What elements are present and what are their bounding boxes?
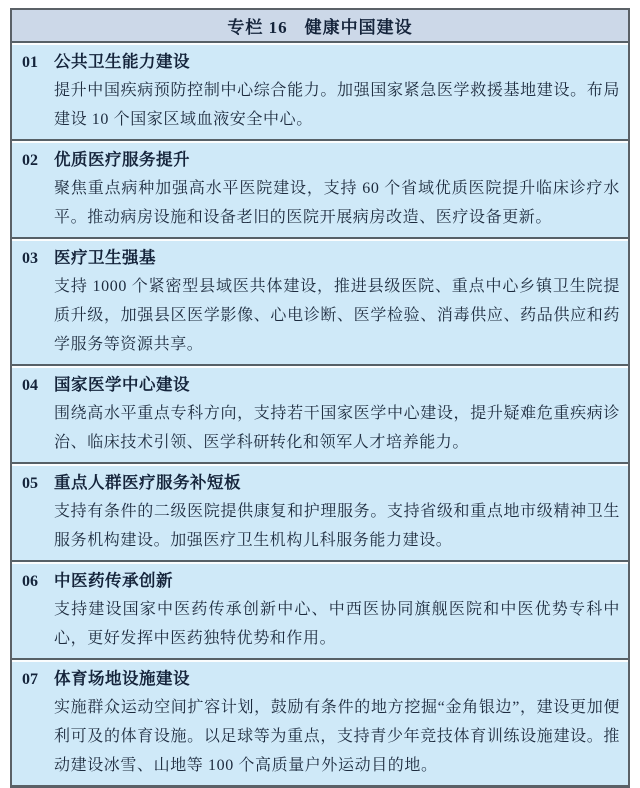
section-row — [12, 364, 628, 462]
section-row — [12, 658, 628, 785]
section-number: 03 — [22, 250, 38, 267]
section-number: 01 — [22, 54, 38, 71]
section-row — [12, 237, 628, 364]
section-body: 支持 1000 个紧密型县域医共体建设，推进县级医院、重点中心乡镇卫生院提质升级，加强县区医学影像、心电诊断、医学检验、消毒供应、药品供应和药学服务等资源共享。 — [54, 278, 620, 353]
panel-title-main: 健康中国建设 — [304, 18, 413, 37]
section-body: 支持建设国家中医药传承创新中心、中西医协同旗舰医院和中医优势专科中心，更好发挥中医药独特优势和作用。 — [54, 601, 620, 647]
panel-title-prefix: 专栏 16 — [227, 18, 288, 37]
section-row — [12, 462, 628, 560]
section-row — [12, 560, 628, 658]
policy-box-panel — [10, 8, 630, 788]
section-heading: 中医药传承创新 — [54, 571, 173, 590]
section-body: 实施群众运动空间扩容计划，鼓励有条件的地方挖掘“金角银边”，建设更加便利可及的体育设施。以足球等为重点，支持青少年竞技体育训练设施建设。推动建设冰雪、山地等 100 个高质量户外运动目的地。 — [54, 699, 620, 774]
section-heading: 重点人群医疗服务补短板 — [54, 473, 241, 492]
section-heading: 公共卫生能力建设 — [54, 52, 190, 71]
section-body: 提升中国疾病预防控制中心综合能力。加强国家紧急医学救援基地建设。布局建设 10 个国家区域血液安全中心。 — [54, 82, 620, 128]
section-number: 06 — [22, 573, 38, 590]
section-body: 聚焦重点病种加强高水平医院建设，支持 60 个省域优质医院提升临床诊疗水平。推动病房设施和设备老旧的医院开展病房改造、医疗设备更新。 — [54, 180, 620, 226]
panel-header — [12, 10, 628, 41]
section-body: 围绕高水平重点专科方向，支持若干国家医学中心建设，提升疑难危重疾病诊治、临床技术引领、医学科研转化和领军人才培养能力。 — [54, 405, 620, 451]
section-body: 支持有条件的二级医院提供康复和护理服务。支持省级和重点地市级精神卫生服务机构建设。加强医疗卫生机构儿科服务能力建设。 — [54, 503, 620, 549]
section-row — [12, 139, 628, 237]
section-number: 02 — [22, 152, 38, 169]
section-heading: 体育场地设施建设 — [54, 669, 190, 688]
section-number: 05 — [22, 475, 38, 492]
sections-container — [12, 41, 628, 785]
section-heading: 国家医学中心建设 — [54, 375, 190, 394]
section-row — [12, 41, 628, 139]
section-heading: 优质医疗服务提升 — [54, 150, 190, 169]
section-number: 07 — [22, 671, 38, 688]
section-heading: 医疗卫生强基 — [54, 248, 156, 267]
section-number: 04 — [22, 377, 38, 394]
